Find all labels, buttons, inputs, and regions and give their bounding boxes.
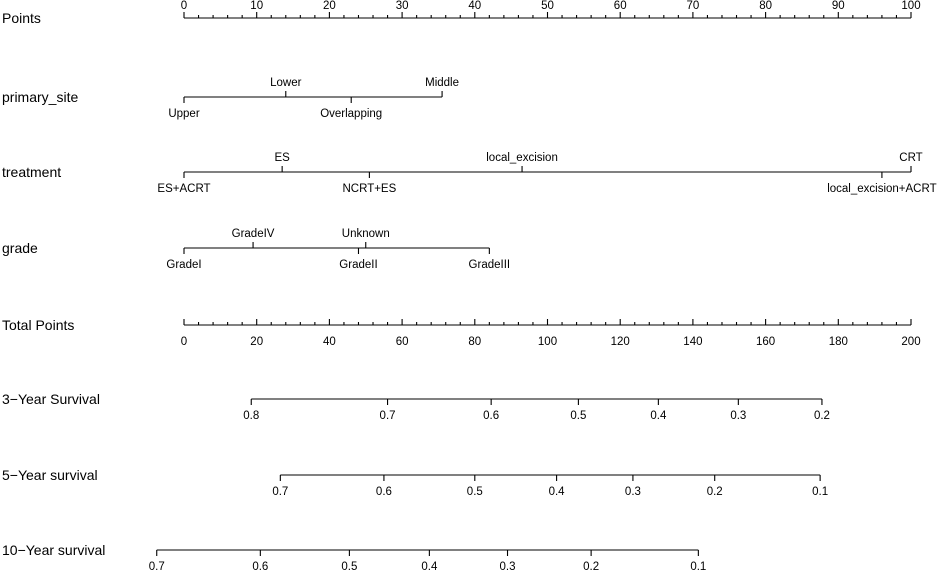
points-tick-label: 20 — [323, 0, 336, 12]
outcome-2-tick-label: 0.7 — [272, 486, 289, 498]
var-treatment-level-label: ES+ACRT — [157, 183, 211, 195]
total-points-tick-label: 180 — [828, 336, 848, 348]
points-tick-label: 0 — [180, 0, 188, 12]
outcome-2-tick-label: 0.3 — [624, 486, 641, 498]
var-grade-level-label: GradeII — [339, 259, 378, 271]
outcome-2-tick-label: 0.1 — [812, 486, 829, 498]
points-tick-label: 50 — [541, 0, 554, 12]
total-points-tick-label: 200 — [901, 336, 921, 348]
points-tick-label: 60 — [613, 0, 627, 12]
var-treatment-level-label: ES — [274, 152, 290, 164]
outcome-2-tick-label: 0.6 — [375, 486, 392, 498]
outcome-1-tick-label: 0.7 — [379, 410, 396, 422]
var-primary-site-level-label: Upper — [168, 108, 200, 120]
total-points-tick-label: 160 — [756, 336, 776, 348]
outcome-1-tick-label: 0.4 — [650, 410, 667, 422]
total-points-tick-label: 20 — [250, 336, 264, 348]
total-points-tick-label: 40 — [323, 336, 336, 348]
total-points-scale-label: Total Points — [2, 317, 75, 333]
var-treatment-level-label: NCRT+ES — [342, 183, 397, 195]
outcome-2-tick-label: 0.2 — [706, 486, 723, 498]
var-treatment-label: treatment — [2, 164, 62, 180]
points-tick-label: 30 — [395, 0, 409, 12]
points-tick-label: 100 — [901, 0, 921, 12]
var-primary-site-level-label: Middle — [425, 77, 460, 89]
total-points-tick-label: 140 — [683, 336, 703, 348]
var-grade-level-label: GradeIV — [231, 228, 275, 240]
outcome-3-tick-label: 0.2 — [583, 561, 600, 573]
points-scale-label: Points — [2, 10, 41, 26]
var-treatment-level-label: local_excision — [486, 152, 558, 164]
total-points-tick-label: 0 — [180, 336, 188, 348]
var-grade-level-label: GradeI — [166, 259, 202, 271]
outcome-3-tick-label: 0.4 — [421, 561, 438, 573]
total-points-tick-label: 80 — [468, 336, 482, 348]
outcome-1-tick-label: 0.3 — [730, 410, 747, 422]
outcome-3-tick-label: 0.5 — [341, 561, 358, 573]
points-tick-label: 70 — [686, 0, 700, 12]
outcome-1-tick-label: 0.5 — [570, 410, 587, 422]
outcome-1-tick-label: 0.2 — [813, 410, 830, 422]
var-grade-level-label: GradeIII — [468, 259, 511, 271]
total-points-tick-label: 60 — [395, 336, 409, 348]
points-tick-label: 90 — [831, 0, 845, 12]
points-tick-label: 40 — [468, 0, 482, 12]
outcome-2-label: 5−Year survival — [2, 467, 98, 483]
outcome-3-tick-label: 0.7 — [148, 561, 165, 573]
outcome-3-label: 10−Year survival — [2, 542, 106, 558]
outcome-2-tick-label: 0.5 — [466, 486, 483, 498]
var-primary-site-level-label: Overlapping — [320, 108, 383, 120]
outcome-1-label: 3−Year Survival — [2, 391, 100, 407]
outcome-3-tick-label: 0.1 — [690, 561, 707, 573]
var-treatment-level-label: CRT — [899, 152, 923, 164]
outcome-3-tick-label: 0.6 — [252, 561, 269, 573]
var-primary-site-label: primary_site — [2, 89, 79, 105]
total-points-tick-label: 100 — [537, 336, 558, 348]
var-grade-level-label: Unknown — [341, 228, 390, 240]
outcome-3-tick-label: 0.3 — [499, 561, 516, 573]
points-tick-label: 80 — [759, 0, 772, 12]
outcome-1-tick-label: 0.8 — [243, 410, 260, 422]
outcome-1-tick-label: 0.6 — [483, 410, 500, 422]
var-treatment-level-label: local_excision+ACRT — [827, 183, 937, 195]
points-tick-label: 10 — [250, 0, 264, 12]
var-grade-label: grade — [2, 240, 38, 256]
var-primary-site-level-label: Lower — [270, 77, 302, 89]
total-points-tick-label: 120 — [610, 336, 630, 348]
outcome-2-tick-label: 0.4 — [548, 486, 565, 498]
